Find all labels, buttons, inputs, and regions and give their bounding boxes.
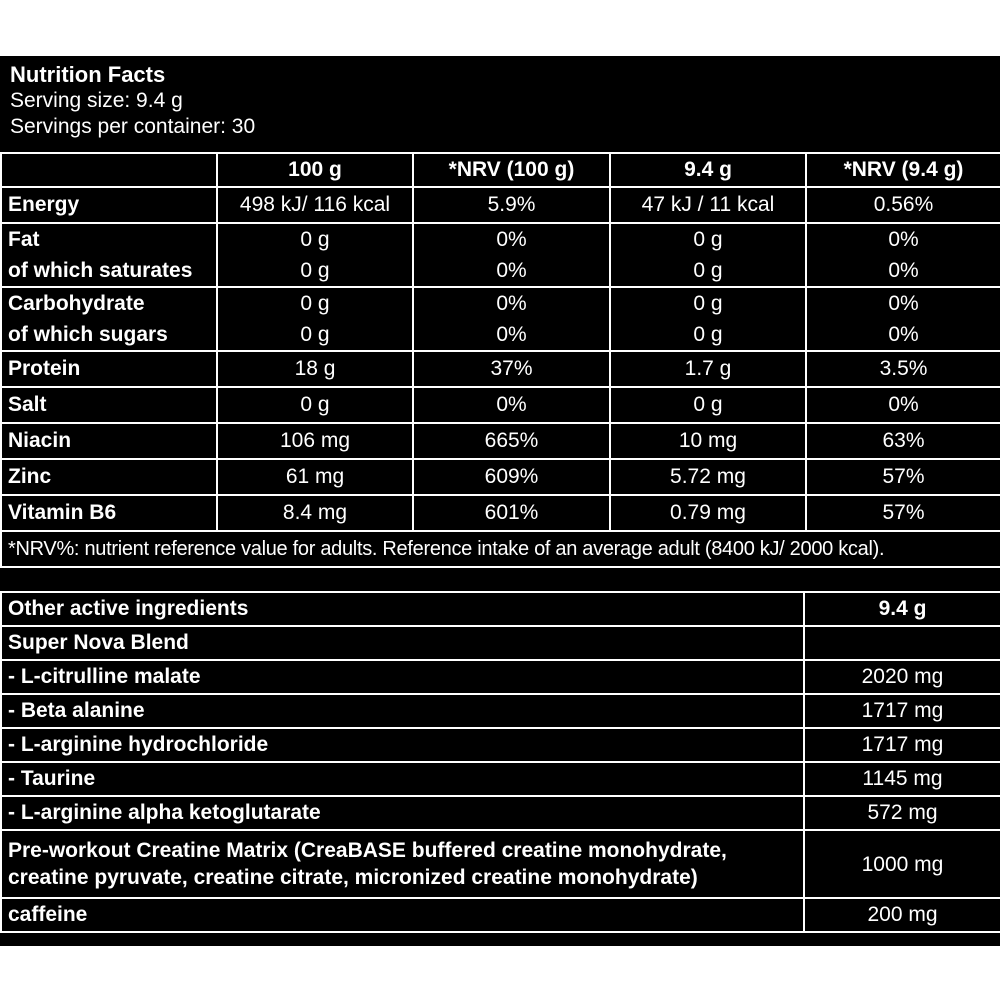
ingredient-row [1,694,1000,728]
nutrient-value: 61 mg [217,459,413,495]
nutrient-name: Energy [1,187,217,223]
nutrition-header-row [1,153,1000,187]
label-header [10,62,255,140]
nutrient-main-name: Carbohydrate [8,292,145,315]
nutrient-value [217,223,413,287]
label-title: Nutrition Facts [10,62,166,87]
nutrient-name: Vitamin B6 [1,495,217,531]
serving-size: Serving size: 9.4 g [10,89,183,112]
nutrient-row-salt [1,387,1000,423]
nutrient-value: 106 mg [217,423,413,459]
nutrient-name: Zinc [1,459,217,495]
ingredient-amount: 1717 mg [804,728,1000,762]
nutrient-row-carbohydrate [1,287,1000,351]
nutrient-value: 57% [806,459,1000,495]
nutrient-row-niacin [1,423,1000,459]
ingredient-name: Super Nova Blend [1,626,804,660]
value-main: 0 g [693,292,723,315]
nutrient-value: 3.5% [806,351,1000,387]
value-main: 0 g [300,228,330,251]
nutrition-table [0,152,1000,568]
nutrient-value: 18 g [217,351,413,387]
value-sub: 0 g [693,323,723,346]
value-main: 0 g [693,228,723,251]
nutrient-value: 0% [413,387,610,423]
nutrient-value: 665% [413,423,610,459]
nutrient-value: 5.9% [413,187,610,223]
nutrient-value [217,287,413,351]
nutrient-value [413,223,610,287]
ingredient-amount: 1717 mg [804,694,1000,728]
nutrient-value: 5.72 mg [610,459,806,495]
nutrient-row-energy [1,187,1000,223]
value-main: 0% [888,228,919,251]
value-main: 0% [496,228,527,251]
ingredient-name: caffeine [1,898,804,932]
nutrient-row-zinc [1,459,1000,495]
ingredient-amount: 572 mg [804,796,1000,830]
ingredient-name [1,830,804,898]
nutrient-value [413,287,610,351]
ingredient-row [1,660,1000,694]
column-header: 9.4 g [610,153,806,187]
ingredient-row [1,796,1000,830]
nutrient-value: 0.79 mg [610,495,806,531]
nutrient-sub-name: of which sugars [8,323,168,346]
value-sub: 0% [496,323,527,346]
nutrition-label [0,56,1000,946]
ingredient-name-line2: creatine pyruvate, creatine citrate, micronized creatine monohydrate) [8,866,698,889]
nutrient-name: Salt [1,387,217,423]
ingredients-header-row [1,592,1000,626]
ingredient-amount: 2020 mg [804,660,1000,694]
ingredient-name: - Beta alanine [1,694,804,728]
nutrient-value: 63% [806,423,1000,459]
value-sub: 0 g [693,259,723,282]
ingredient-amount: 1000 mg [804,830,1000,898]
ingredient-amount: 1145 mg [804,762,1000,796]
nutrient-value: 498 kJ/ 116 kcal [217,187,413,223]
value-main: 0% [888,292,919,315]
nutrient-value [610,287,806,351]
ingredient-row [1,898,1000,932]
value-sub: 0 g [300,259,330,282]
nutrient-main-name: Fat [8,228,40,251]
value-sub: 0% [888,259,919,282]
value-sub: 0 g [300,323,330,346]
nutrient-value: 1.7 g [610,351,806,387]
nutrient-value: 10 mg [610,423,806,459]
column-header: 100 g [217,153,413,187]
nutrient-value [610,223,806,287]
value-main: 0% [496,292,527,315]
nutrient-value: 37% [413,351,610,387]
nutrient-value [806,223,1000,287]
nutrient-value: 609% [413,459,610,495]
nutrient-value [806,287,1000,351]
ingredient-row [1,626,1000,660]
empty-header-cell [1,153,217,187]
value-sub: 0% [888,323,919,346]
nutrient-value: 47 kJ / 11 kcal [610,187,806,223]
nutrient-name [1,287,217,351]
nutrient-name: Protein [1,351,217,387]
value-sub: 0% [496,259,527,282]
column-header: *NRV (9.4 g) [806,153,1000,187]
value-main: 0 g [300,292,330,315]
ingredient-row [1,830,1000,898]
column-header: *NRV (100 g) [413,153,610,187]
nutrient-value: 601% [413,495,610,531]
servings-per-container: Servings per container: 30 [10,115,256,138]
ingredient-name-line1: Pre-workout Creatine Matrix (CreaBASE buffered creatine monohydrate, [8,839,727,862]
nutrient-value: 57% [806,495,1000,531]
nrv-footnote-row [1,531,1000,567]
ingredient-name: - L-citrulline malate [1,660,804,694]
nutrient-value: 8.4 mg [217,495,413,531]
ingredient-name: - Taurine [1,762,804,796]
nutrient-row-protein [1,351,1000,387]
nutrient-row-vitamin-b6 [1,495,1000,531]
ingredient-amount: 200 mg [804,898,1000,932]
nutrient-value: 0.56% [806,187,1000,223]
ingredient-name: - L-arginine alpha ketoglutarate [1,796,804,830]
ingredients-column-header: 9.4 g [804,592,1000,626]
ingredients-table [0,591,1000,933]
ingredient-amount [804,626,1000,660]
nutrient-value: 0 g [610,387,806,423]
nutrient-value: 0 g [217,387,413,423]
ingredient-row [1,728,1000,762]
nutrient-name [1,223,217,287]
nrv-footnote: *NRV%: nutrient reference value for adults. Reference intake of an average adult (8400 kJ/ 2000 kcal). [1,531,1000,567]
ingredient-row [1,762,1000,796]
nutrient-name: Niacin [1,423,217,459]
ingredient-name: - L-arginine hydrochloride [1,728,804,762]
nutrient-row-fat [1,223,1000,287]
nutrient-sub-name: of which saturates [8,259,193,282]
nutrient-value: 0% [806,387,1000,423]
ingredients-heading: Other active ingredients [1,592,804,626]
